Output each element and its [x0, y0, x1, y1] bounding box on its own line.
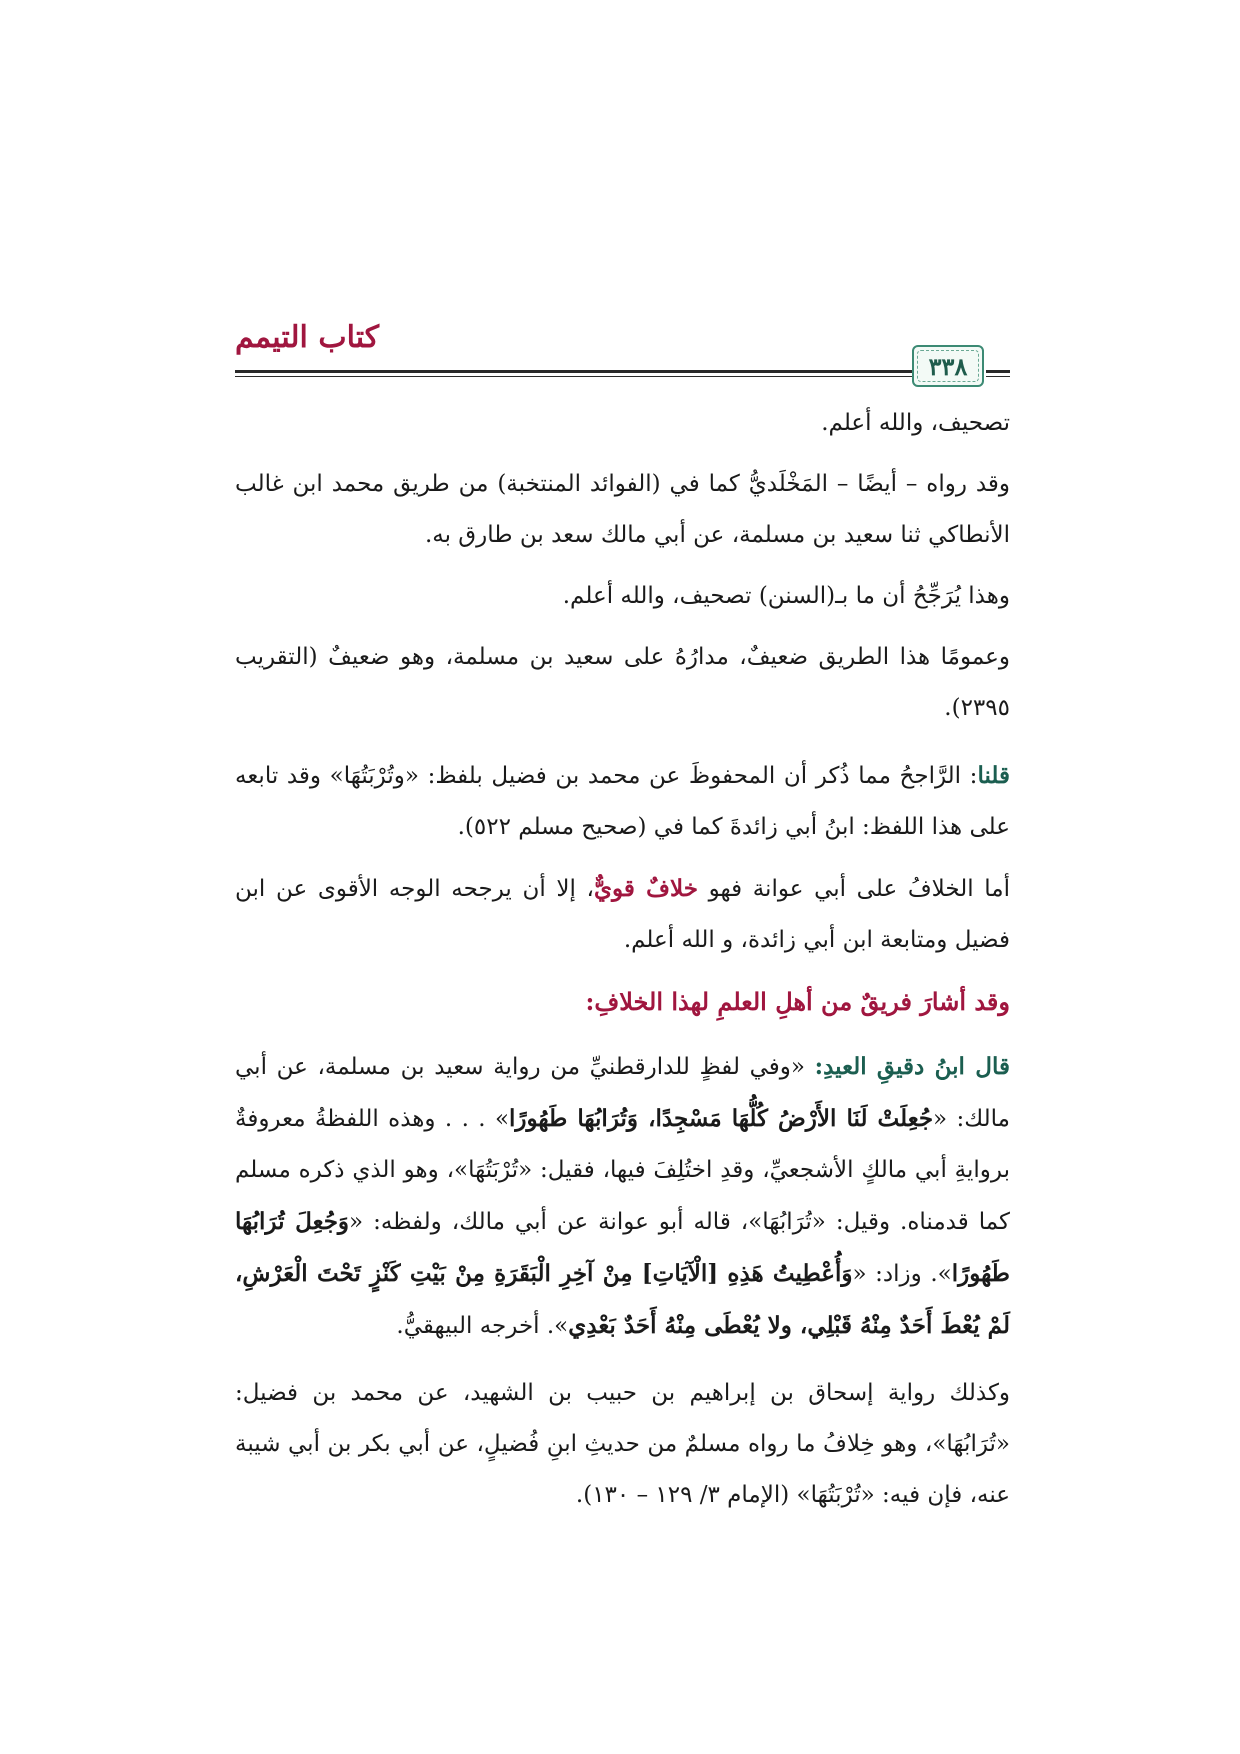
- paragraph-8: وكذلك رواية إسحاق بن إبراهيم بن حبيب بن الشهيد، عن محمد بن فضيل: «تُرَابُهَا»، وهو خِلافُ ما رواه مسلمٌ من حديثِ ابنِ فُضيلٍ، عن أبي بكر بن أبي شيبة عنه، فإن فيه: «تُرْبَتُهَا» (الإمام ٣/ ١٢٩ – ١٣٠).: [235, 1380, 1010, 1508]
- paragraph-6-start: أما الخلافُ على أبي عوانة فهو: [697, 876, 1011, 902]
- paragraph-7-a: «وفي لفظٍ للدارقطنيِّ من رواية سعيد بن مسلمة، عن أبي مالك: «: [235, 1054, 1010, 1132]
- paragraph-7-g: ». أخرجه البيهقيُّ.: [396, 1313, 569, 1339]
- header-rule-end: [986, 370, 1010, 377]
- strong-disagreement-highlight: خلافٌ قويٌّ: [593, 875, 698, 902]
- paragraph-4: وعمومًا هذا الطريق ضعيفٌ، مدارُهُ على سعيد بن مسلمة، وهو ضعيفٌ (التقريب ٢٣٩٥).: [235, 644, 1010, 721]
- page-body: [235, 398, 1010, 1521]
- qulna-label: قلنا: [977, 762, 1010, 789]
- hadith-quote-1: جُعِلَتْ لَنَا الأَرْضُ كُلُّهَا مَسْجِدًا، وَتُرَابُهَا طَهُورًا: [509, 1105, 934, 1132]
- page-number-badge: ٣٣٨: [912, 345, 984, 387]
- paragraph-1: تصحيف، والله أعلم.: [821, 410, 1010, 436]
- paragraph-7-e: ». وزاد: «: [852, 1261, 952, 1287]
- paragraph-7: [235, 1041, 1010, 1352]
- hadith-quote-2: وَجُعِلَ تُرَابُهَا طَهُورًا: [235, 1208, 1010, 1287]
- hadith-quote-3: وَأُعْطِيتُ هَذِهِ [الْآيَاتِ] مِنْ آخِرِ الْبَقَرَةِ مِنْ بَيْتِ كَنْزٍ تَحْتَ الْعَرْشِ، لَمْ يُعْطَ أَحَدٌ مِنْهُ قَبْلِي، ولا يُعْطَى مِنْهُ أَحَدٌ بَعْدِي: [235, 1260, 1010, 1339]
- paragraph-7-c: » . . . وهذه اللفظةُ معروفةٌ بروايةِ أبي مالكٍ الأشجعيِّ، وقدِ اختُلِفَ فيها، فقيل: «تُرْبَتُهَا»، وهو الذي ذكره مسلم كما قدمناه. وقيل: «تُرَابُهَا»، قاله أبو عوانة عن أبي مالك، ولفظه: «: [235, 1106, 1010, 1235]
- paragraph-5: [235, 750, 1010, 853]
- paragraph-5-text: : الرَّاجحُ مما ذُكر أن المحفوظَ عن محمد بن فضيل بلفظ: «وتُرْبَتُهَا» وقد تابعه على هذا اللفظ: ابنُ أبي زائدةَ كما في (صحيح مسلم ٥٢٢).: [235, 763, 1010, 840]
- header-rule: [235, 370, 952, 377]
- book-title: كتاب التيمم: [235, 320, 380, 355]
- paragraph-3: وهذا يُرَجِّحُ أن ما بـ(السنن) تصحيف، والله أعلم.: [562, 583, 1010, 609]
- paragraph-6: [235, 863, 1010, 966]
- paragraph-2: وقد رواه – أيضًا – المَخْلَديُّ كما في (الفوائد المنتخبة) من طريق محمد ابن غالب الأنطاكي ثنا سعيد بن مسلمة، عن أبي مالك سعد بن طارق به.: [235, 471, 1010, 548]
- ibn-daqiq-label: قال ابنُ دقيقِ العيدِ:: [814, 1053, 1010, 1080]
- paragraph-6-end: ، إلا أن يرجحه الوجه الأقوى عن ابن فضيل ومتابعة ابن أبي زائدة، و الله أعلم.: [235, 876, 1010, 953]
- section-heading: وقد أشارَ فريقٌ من أهلِ العلمِ لهذا الخلافِ:: [585, 987, 1010, 1016]
- page-header: [235, 320, 1010, 384]
